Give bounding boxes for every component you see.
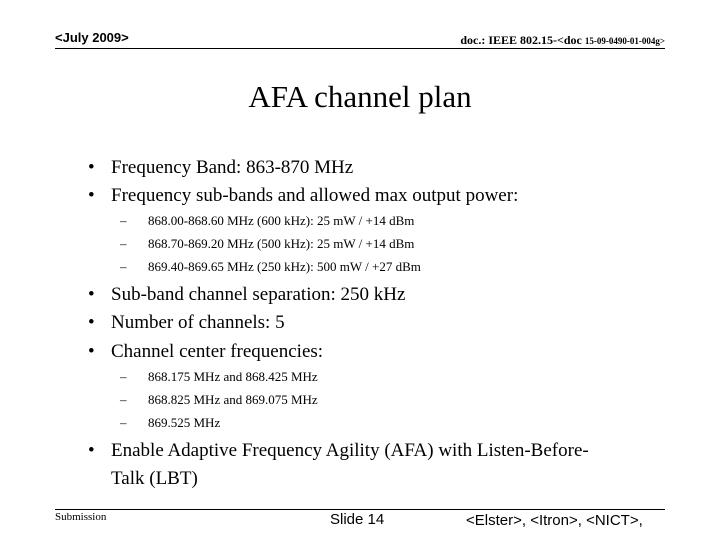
- center-freq-item: [120, 414, 660, 432]
- bullet-marker: •: [88, 312, 95, 333]
- bullet-text: Channel center frequencies:: [111, 341, 324, 362]
- dash-marker: –: [120, 259, 127, 274]
- footer-slide-number: Slide 14: [330, 511, 385, 528]
- footer-divider: [55, 509, 665, 510]
- bullet-marker: •: [88, 185, 95, 206]
- header-divider: [55, 48, 665, 49]
- header-doc-number: 15-09-0490-01-004g>: [584, 36, 665, 46]
- dash-marker: –: [120, 392, 127, 407]
- footer-authors: <Elster>, <Itron>, <NICT>,: [466, 512, 643, 529]
- slide-title: AFA channel plan: [248, 79, 472, 114]
- subband-item: [120, 258, 660, 276]
- bullet-text: Frequency Band: 863-870 MHz: [111, 157, 354, 178]
- header-date: <July 2009>: [55, 30, 129, 45]
- bullet-center-frequencies: [88, 338, 648, 366]
- dash-marker: –: [120, 236, 127, 251]
- bullet-text: Enable Adaptive Frequency Agility (AFA) with Listen-Before-Talk (LBT): [111, 440, 589, 489]
- center-freq-text: 868.175 MHz and 868.425 MHz: [148, 369, 318, 384]
- bullet-sub-bands: [88, 182, 648, 210]
- bullet-marker: •: [88, 157, 95, 178]
- subband-item: [120, 235, 660, 253]
- center-freq-item: [120, 368, 660, 386]
- subband-text: 868.00-868.60 MHz (600 kHz): 25 mW / +14 dBm: [148, 213, 415, 228]
- dash-marker: –: [120, 415, 127, 430]
- bullet-text: Sub-band channel separation: 250 kHz: [111, 284, 406, 305]
- dash-marker: –: [120, 213, 127, 228]
- bullet-marker: •: [88, 284, 95, 305]
- bullet-text: Frequency sub-bands and allowed max output power:: [111, 185, 519, 206]
- header-doc-id: [460, 33, 665, 48]
- dash-marker: –: [120, 369, 127, 384]
- header-doc-prefix: doc.: IEEE 802.15-<doc: [460, 33, 585, 47]
- bullet-marker: •: [88, 440, 95, 461]
- bullet-channel-count: [88, 309, 648, 337]
- bullet-marker: •: [88, 341, 95, 362]
- center-freq-text: 869.525 MHz: [148, 415, 221, 430]
- subband-text: 869.40-869.65 MHz (250 kHz): 500 mW / +27 dBm: [148, 259, 421, 274]
- footer-submission: Submission: [55, 511, 107, 523]
- center-freq-text: 868.825 MHz and 869.075 MHz: [148, 392, 318, 407]
- center-freq-item: [120, 391, 660, 409]
- subband-text: 868.70-869.20 MHz (500 kHz): 25 mW / +14 dBm: [148, 236, 415, 251]
- bullet-text: Number of channels: 5: [111, 312, 285, 333]
- subband-item: [120, 212, 660, 230]
- bullet-frequency-band: [88, 154, 648, 182]
- bullet-afa-lbt: [88, 437, 618, 493]
- bullet-channel-separation: [88, 281, 648, 309]
